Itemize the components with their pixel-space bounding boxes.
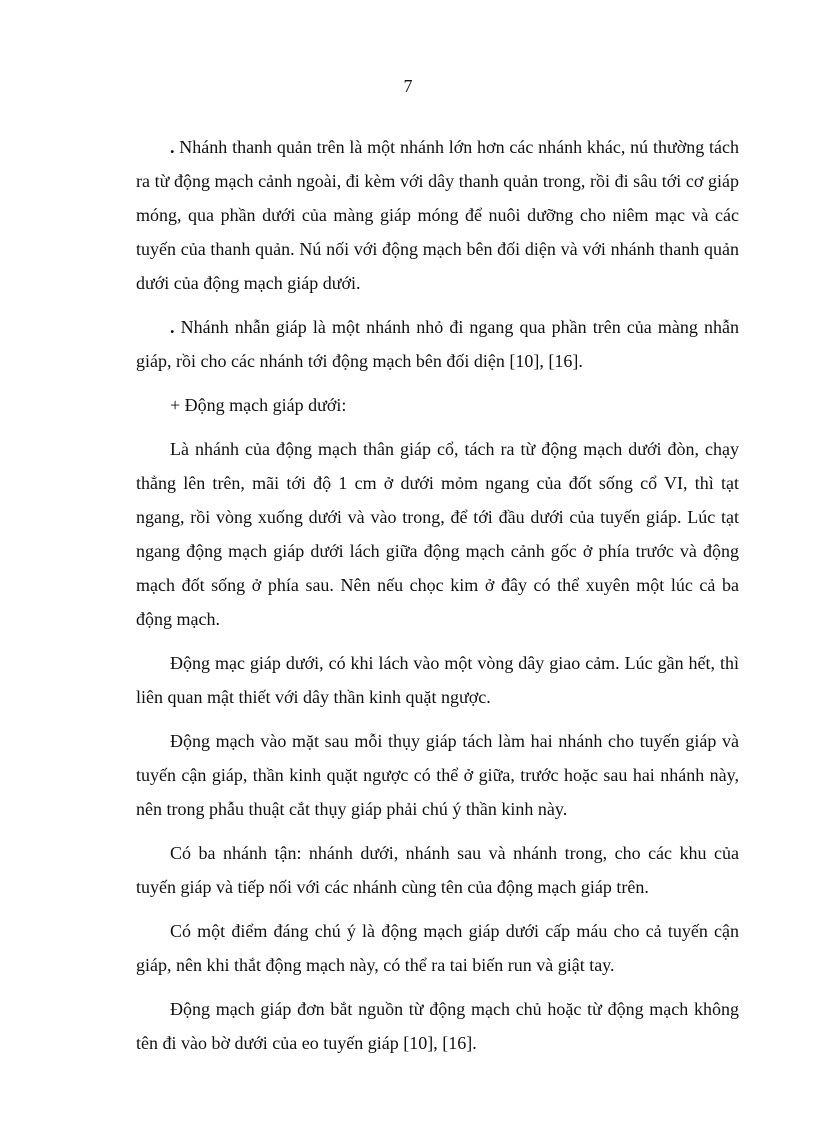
paragraph-superior-laryngeal-branch bbox=[136, 130, 739, 300]
paragraph-terminal-branches bbox=[136, 836, 739, 904]
paragraph-text: Là nhánh của động mạch thân giáp cổ, tách ra từ động mạch dưới đòn, chạy thẳng lên trên, mãi tới độ 1 cm ở dưới mỏm ngang của đốt sống cổ VI, thì tạt ngang, rồi vòng xuống dưới và vào trong, để tới đầu dưới của tuyến giáp. Lúc tạt ngang động mạch giáp dưới lách giữa động mạch cảnh gốc ở phía trước và động mạch đốt sống ở phía sau. Nên nếu chọc kim ở đây có thể xuyên một lúc cả ba động mạch. bbox=[136, 439, 739, 629]
paragraph-thyroid-ima-artery bbox=[136, 992, 739, 1060]
paragraph-text: Có một điểm đáng chú ý là động mạch giáp dưới cấp máu cho cả tuyến cận giáp, nên khi thắt động mạch này, có thể ra tai biến run và giật tay. bbox=[136, 921, 739, 975]
paragraph-sympathetic-loop bbox=[136, 646, 739, 714]
paragraph-text: + Động mạch giáp dưới: bbox=[170, 395, 347, 415]
paragraph-text: Động mạc giáp dưới, có khi lách vào một vòng dây giao cảm. Lúc gần hết, thì liên quan mật thiết với dây thần kinh quặt ngược. bbox=[136, 653, 739, 707]
paragraph-text: Nhánh nhẫn giáp là một nhánh nhỏ đi ngang qua phần trên của màng nhẫn giáp, rồi cho các nhánh tới động mạch bên đối diện [10], [16]. bbox=[136, 317, 739, 371]
paragraph-cricothyroid-branch bbox=[136, 310, 739, 378]
page-number: 7 bbox=[403, 76, 413, 96]
section-heading-inferior-thyroid-artery bbox=[136, 388, 739, 422]
paragraph-bullet: . bbox=[170, 317, 175, 337]
paragraph-inferior-thyroid-course bbox=[136, 432, 739, 636]
paragraph-bullet: . bbox=[170, 137, 175, 157]
paragraph-text: Nhánh thanh quản trên là một nhánh lớn hơn các nhánh khác, nú thường tách ra từ động mạch cảnh ngoài, đi kèm với dây thanh quản trong, rồi đi sâu tới cơ giáp móng, qua phần dưới của màng giáp móng để nuôi dưỡng cho niêm mạc và các tuyến của thanh quản. Nú nối với động mạch bên đối diện và với nhánh thanh quản dưới của động mạch giáp dưới. bbox=[136, 137, 739, 293]
paragraph-text: Có ba nhánh tận: nhánh dưới, nhánh sau và nhánh trong, cho các khu của tuyến giáp và tiếp nối với các nhánh cùng tên của động mạch giáp trên. bbox=[136, 843, 739, 897]
paragraph-text: Động mạch giáp đơn bắt nguồn từ động mạch chủ hoặc từ động mạch không tên đi vào bờ dưới của eo tuyến giáp [10], [16]. bbox=[136, 999, 739, 1053]
paragraph-parathyroid-supply bbox=[136, 914, 739, 982]
document-body bbox=[136, 130, 739, 1070]
paragraph-posterior-branches bbox=[136, 724, 739, 826]
paragraph-text: Động mạch vào mặt sau mỗi thụy giáp tách làm hai nhánh cho tuyến giáp và tuyến cận giáp, thần kinh quặt ngược có thể ở giữa, trước hoặc sau hai nhánh này, nên trong phẫu thuật cắt thụy giáp phải chú ý thần kinh này. bbox=[136, 731, 739, 819]
